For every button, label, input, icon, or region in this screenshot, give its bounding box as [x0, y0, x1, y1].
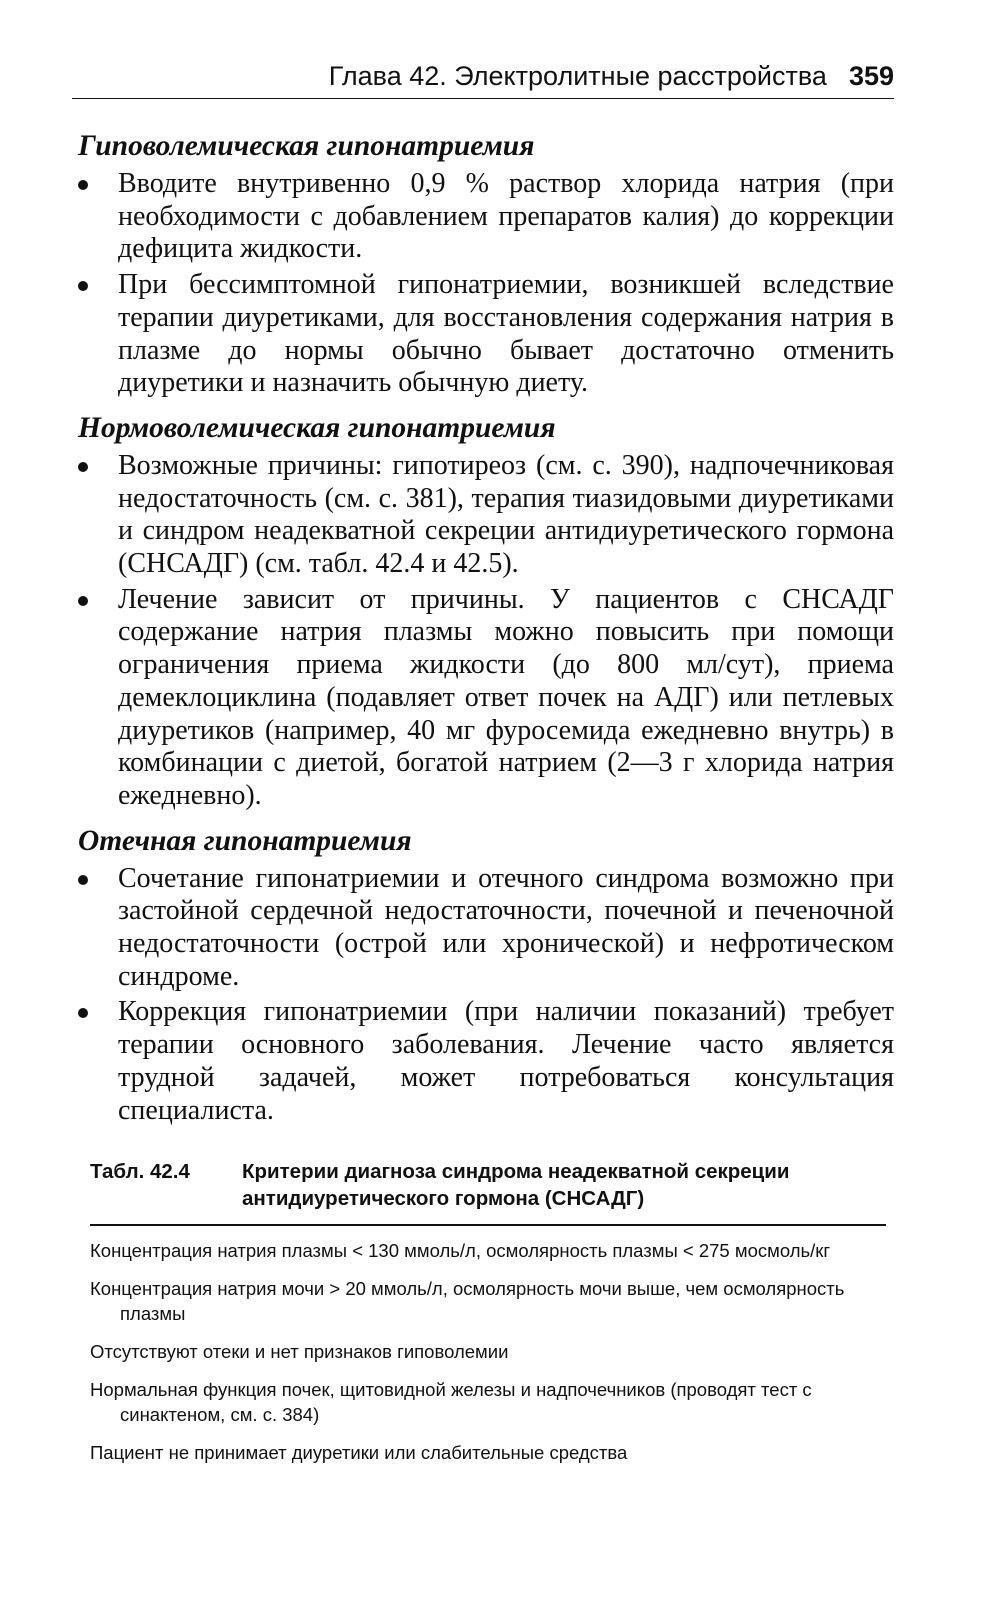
page-number: 359	[848, 61, 894, 91]
chapter-title: Глава 42. Электролитные расстройства	[328, 61, 827, 91]
bullet-list	[78, 450, 894, 813]
bullet-text: Возможные причины: гипотиреоз (см. с. 390), надпочечниковая недостаточность (см. с. 381), терапия тиазидовыми диуретиками и синдром неадекватной секреции антидиуретического гормона (СНСАДГ) (см. табл. 42.4 и 42.5).	[118, 449, 894, 580]
bullet-icon	[78, 1008, 88, 1018]
criteria-table	[90, 1158, 890, 1478]
table-row: Концентрация натрия мочи > 20 ммоль/л, осмолярность мочи выше, чем осмолярность плазмы	[90, 1278, 845, 1324]
table-row: Нормальная функция почек, щитовидной железы и надпочечников (проводят тест с синактеном, см. с. 384)	[90, 1379, 812, 1425]
list-item	[78, 863, 894, 994]
section-edematous	[78, 823, 894, 1128]
criteria-list	[90, 1238, 890, 1465]
header-rule	[72, 98, 894, 99]
bullet-list	[78, 863, 894, 1128]
bullet-text: Сочетание гипонатриемии и отечного синдрома возможно при застойной сердечной недостаточности, почечной и печеночной недостаточности (острой или хронической) и нефротическом синдроме.	[118, 862, 894, 992]
bullet-icon	[78, 281, 88, 291]
running-head	[72, 58, 894, 94]
section-hypovolemic	[78, 128, 894, 400]
table-title: Критерии диагноза синдрома неадекватной секреции антидиуретического гормона (СНСАДГ)	[242, 1160, 790, 1210]
table-row: Пациент не принимает диуретики или слабительные средства	[90, 1442, 628, 1463]
section-heading: Отечная гипонатриемия	[78, 824, 412, 857]
list-item	[78, 996, 894, 1127]
bullet-list	[78, 168, 894, 400]
table-number: Табл. 42.4	[90, 1160, 190, 1183]
table-row: Концентрация натрия плазмы < 130 ммоль/л, осмолярность плазмы < 275 мосмоль/кг	[90, 1240, 831, 1261]
table-row: Отсутствуют отеки и нет признаков гиповолемии	[90, 1341, 509, 1362]
list-item	[78, 269, 894, 400]
list-item	[78, 584, 894, 813]
list-item	[78, 450, 894, 581]
bullet-text: Лечение зависит от причины. У пациентов с СНСАДГ содержание натрия плазмы можно повысить при помощи ограничения приема жидкости (до 800 мл/сут), приема демеклоциклина (подавляет ответ почек на АДГ) или петлевых диуретиков (например, 40 мг фуросемида ежедневно внутрь) в комбинации с диетой, богатой натрием (2—3 г хлорида натрия ежедневно).	[118, 583, 894, 811]
section-heading: Нормоволемическая гипонатриемия	[78, 411, 556, 444]
table-caption	[90, 1158, 890, 1212]
main-text	[78, 128, 894, 1137]
bullet-text: При бессимптомной гипонатриемии, возникшей вследствие терапии диуретиками, для восстановления содержания натрия в плазме до нормы обычно бывает достаточно отменить диуретики и назначить обычную диету.	[118, 269, 894, 399]
bullet-text: Вводите внутривенно 0,9 % раствор хлорида натрия (при необходимости с добавлением препаратов калия) до коррекции дефицита жидкости.	[118, 168, 894, 265]
section-heading: Гиповолемическая гипонатриемия	[78, 130, 535, 162]
bullet-icon	[78, 875, 88, 885]
bullet-text: Коррекция гипонатриемии (при наличии показаний) требует терапии основного заболевания. Лечение часто является трудной задачей, может потребоваться консультация специалиста.	[118, 996, 894, 1126]
table-rule	[90, 1224, 886, 1226]
list-item	[78, 168, 894, 266]
bullet-icon	[78, 180, 88, 190]
bullet-icon	[78, 462, 88, 472]
bullet-icon	[78, 596, 88, 606]
section-normovolemic	[78, 410, 894, 813]
